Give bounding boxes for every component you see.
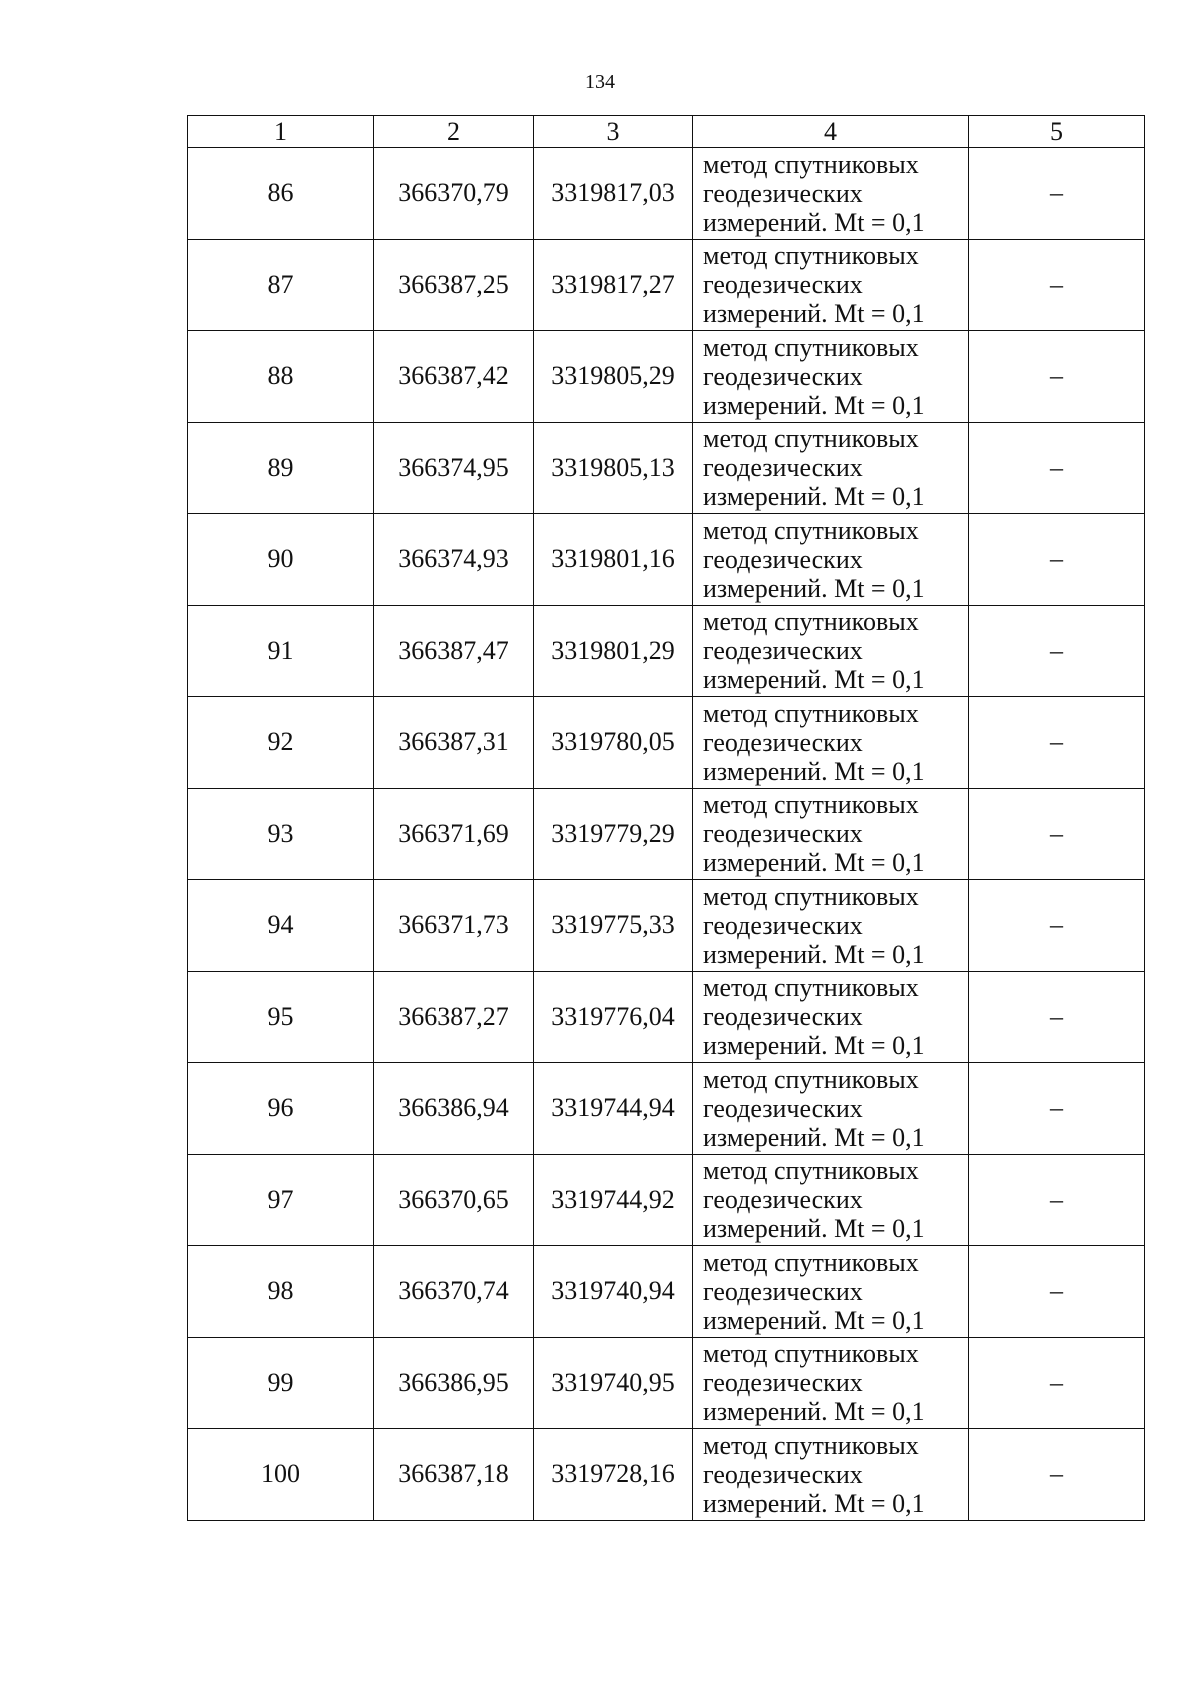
method-cell [693, 788, 969, 880]
table-row [188, 331, 1145, 423]
y-coordinate-cell: 3319775,33 [534, 880, 693, 972]
point-number-cell: 92 [188, 697, 374, 789]
method-text-line: метод спутниковых [703, 1156, 919, 1186]
note-cell: – [969, 239, 1145, 331]
header-row [188, 116, 1145, 148]
method-text-line: геодезических [703, 1459, 863, 1489]
note-cell: – [969, 148, 1145, 240]
x-coordinate-cell: 366374,95 [374, 422, 534, 514]
method-text-line: геодезических [703, 544, 863, 574]
y-coordinate-cell: 3319740,94 [534, 1246, 693, 1338]
method-cell [693, 1429, 969, 1521]
method-text-line: измерений. Mt = 0,1 [703, 1031, 925, 1061]
note-cell: – [969, 971, 1145, 1063]
method-text-line: измерений. Mt = 0,1 [703, 1397, 925, 1427]
point-number-cell: 88 [188, 331, 374, 423]
y-coordinate-cell: 3319817,27 [534, 239, 693, 331]
method-text-line: геодезических [703, 1368, 863, 1398]
method-text-line: метод спутниковых [703, 1064, 919, 1094]
method-text-line: геодезических [703, 636, 863, 666]
method-text-line: измерений. Mt = 0,1 [703, 756, 925, 786]
table-row [188, 422, 1145, 514]
method-text-line: метод спутниковых [703, 1430, 919, 1460]
table-row [188, 880, 1145, 972]
x-coordinate-cell: 366371,73 [374, 880, 534, 972]
method-text-line: геодезических [703, 1002, 863, 1032]
coordinates-table [187, 115, 1145, 1521]
method-cell [693, 1154, 969, 1246]
method-text-line: геодезических [703, 819, 863, 849]
method-text-line: геодезических [703, 270, 863, 300]
note-cell: – [969, 1063, 1145, 1155]
method-cell [693, 422, 969, 514]
method-text-line: метод спутниковых [703, 332, 919, 362]
method-text-line: метод спутниковых [703, 698, 919, 728]
table-row [188, 697, 1145, 789]
point-number-cell: 91 [188, 605, 374, 697]
y-coordinate-cell: 3319744,94 [534, 1063, 693, 1155]
method-text-line: геодезических [703, 910, 863, 940]
x-coordinate-cell: 366386,95 [374, 1337, 534, 1429]
y-coordinate-cell: 3319776,04 [534, 971, 693, 1063]
method-text-line: метод спутниковых [703, 149, 919, 179]
point-number-cell: 95 [188, 971, 374, 1063]
method-text-line: метод спутниковых [703, 424, 919, 454]
method-text-line: измерений. Mt = 0,1 [703, 390, 925, 420]
table-row [188, 239, 1145, 331]
table-row [188, 788, 1145, 880]
table-row [188, 1154, 1145, 1246]
y-coordinate-cell: 3319817,03 [534, 148, 693, 240]
y-coordinate-cell: 3319805,13 [534, 422, 693, 514]
note-cell: – [969, 788, 1145, 880]
method-text-line: геодезических [703, 1276, 863, 1306]
table-row [188, 605, 1145, 697]
method-cell [693, 514, 969, 606]
method-text-line: измерений. Mt = 0,1 [703, 1488, 925, 1518]
method-cell [693, 605, 969, 697]
method-text-line: измерений. Mt = 0,1 [703, 482, 925, 512]
page-number: 134 [585, 71, 615, 93]
method-cell [693, 1337, 969, 1429]
table-row [188, 971, 1145, 1063]
note-cell: – [969, 605, 1145, 697]
method-cell [693, 148, 969, 240]
note-cell: – [969, 1337, 1145, 1429]
note-cell: – [969, 1429, 1145, 1521]
x-coordinate-cell: 366374,93 [374, 514, 534, 606]
note-cell: – [969, 1246, 1145, 1338]
method-text-line: метод спутниковых [703, 1247, 919, 1277]
note-cell: – [969, 880, 1145, 972]
method-text-line: метод спутниковых [703, 881, 919, 911]
table-row [188, 1429, 1145, 1521]
x-coordinate-cell: 366387,31 [374, 697, 534, 789]
method-text-line: метод спутниковых [703, 1339, 919, 1369]
point-number-cell: 98 [188, 1246, 374, 1338]
x-coordinate-cell: 366370,79 [374, 148, 534, 240]
method-cell [693, 239, 969, 331]
method-text-line: метод спутниковых [703, 515, 919, 545]
point-number-cell: 99 [188, 1337, 374, 1429]
method-text-line: метод спутниковых [703, 973, 919, 1003]
y-coordinate-cell: 3319728,16 [534, 1429, 693, 1521]
x-coordinate-cell: 366387,27 [374, 971, 534, 1063]
x-coordinate-cell: 366387,25 [374, 239, 534, 331]
table-row [188, 148, 1145, 240]
method-text-line: геодезических [703, 453, 863, 483]
method-text-line: геодезических [703, 1185, 863, 1215]
table-body [188, 148, 1145, 1521]
note-cell: – [969, 422, 1145, 514]
method-text-line: геодезических [703, 361, 863, 391]
method-cell [693, 1063, 969, 1155]
point-number-cell: 90 [188, 514, 374, 606]
method-text-line: измерений. Mt = 0,1 [703, 1214, 925, 1244]
point-number-cell: 97 [188, 1154, 374, 1246]
method-cell [693, 880, 969, 972]
y-coordinate-cell: 3319801,16 [534, 514, 693, 606]
method-text-line: измерений. Mt = 0,1 [703, 1122, 925, 1152]
column-header-4: 4 [693, 116, 969, 148]
table-header [188, 116, 1145, 148]
method-text-line: метод спутниковых [703, 790, 919, 820]
column-header-5: 5 [969, 116, 1145, 148]
column-header-2: 2 [374, 116, 534, 148]
table-row [188, 1063, 1145, 1155]
method-text-line: геодезических [703, 727, 863, 757]
x-coordinate-cell: 366387,47 [374, 605, 534, 697]
y-coordinate-cell: 3319744,92 [534, 1154, 693, 1246]
method-cell [693, 1246, 969, 1338]
y-coordinate-cell: 3319801,29 [534, 605, 693, 697]
point-number-cell: 93 [188, 788, 374, 880]
column-header-3: 3 [534, 116, 693, 148]
point-number-cell: 86 [188, 148, 374, 240]
method-text-line: геодезических [703, 178, 863, 208]
table-row [188, 1337, 1145, 1429]
point-number-cell: 89 [188, 422, 374, 514]
method-cell [693, 971, 969, 1063]
x-coordinate-cell: 366370,65 [374, 1154, 534, 1246]
method-text-line: геодезических [703, 1093, 863, 1123]
y-coordinate-cell: 3319779,29 [534, 788, 693, 880]
method-text-line: метод спутниковых [703, 241, 919, 271]
method-text-line: измерений. Mt = 0,1 [703, 848, 925, 878]
note-cell: – [969, 1154, 1145, 1246]
point-number-cell: 94 [188, 880, 374, 972]
note-cell: – [969, 514, 1145, 606]
method-text-line: измерений. Mt = 0,1 [703, 299, 925, 329]
method-cell [693, 697, 969, 789]
x-coordinate-cell: 366371,69 [374, 788, 534, 880]
y-coordinate-cell: 3319740,95 [534, 1337, 693, 1429]
note-cell: – [969, 331, 1145, 423]
method-text-line: измерений. Mt = 0,1 [703, 939, 925, 969]
method-text-line: измерений. Mt = 0,1 [703, 573, 925, 603]
method-cell [693, 331, 969, 423]
x-coordinate-cell: 366386,94 [374, 1063, 534, 1155]
method-text-line: измерений. Mt = 0,1 [703, 1305, 925, 1335]
y-coordinate-cell: 3319780,05 [534, 697, 693, 789]
note-cell: – [969, 697, 1145, 789]
point-number-cell: 96 [188, 1063, 374, 1155]
table-row [188, 514, 1145, 606]
point-number-cell: 100 [188, 1429, 374, 1521]
x-coordinate-cell: 366387,42 [374, 331, 534, 423]
point-number-cell: 87 [188, 239, 374, 331]
method-text-line: измерений. Mt = 0,1 [703, 207, 925, 237]
x-coordinate-cell: 366387,18 [374, 1429, 534, 1521]
x-coordinate-cell: 366370,74 [374, 1246, 534, 1338]
column-header-1: 1 [188, 116, 374, 148]
method-text-line: метод спутниковых [703, 607, 919, 637]
table-row [188, 1246, 1145, 1338]
y-coordinate-cell: 3319805,29 [534, 331, 693, 423]
method-text-line: измерений. Mt = 0,1 [703, 665, 925, 695]
